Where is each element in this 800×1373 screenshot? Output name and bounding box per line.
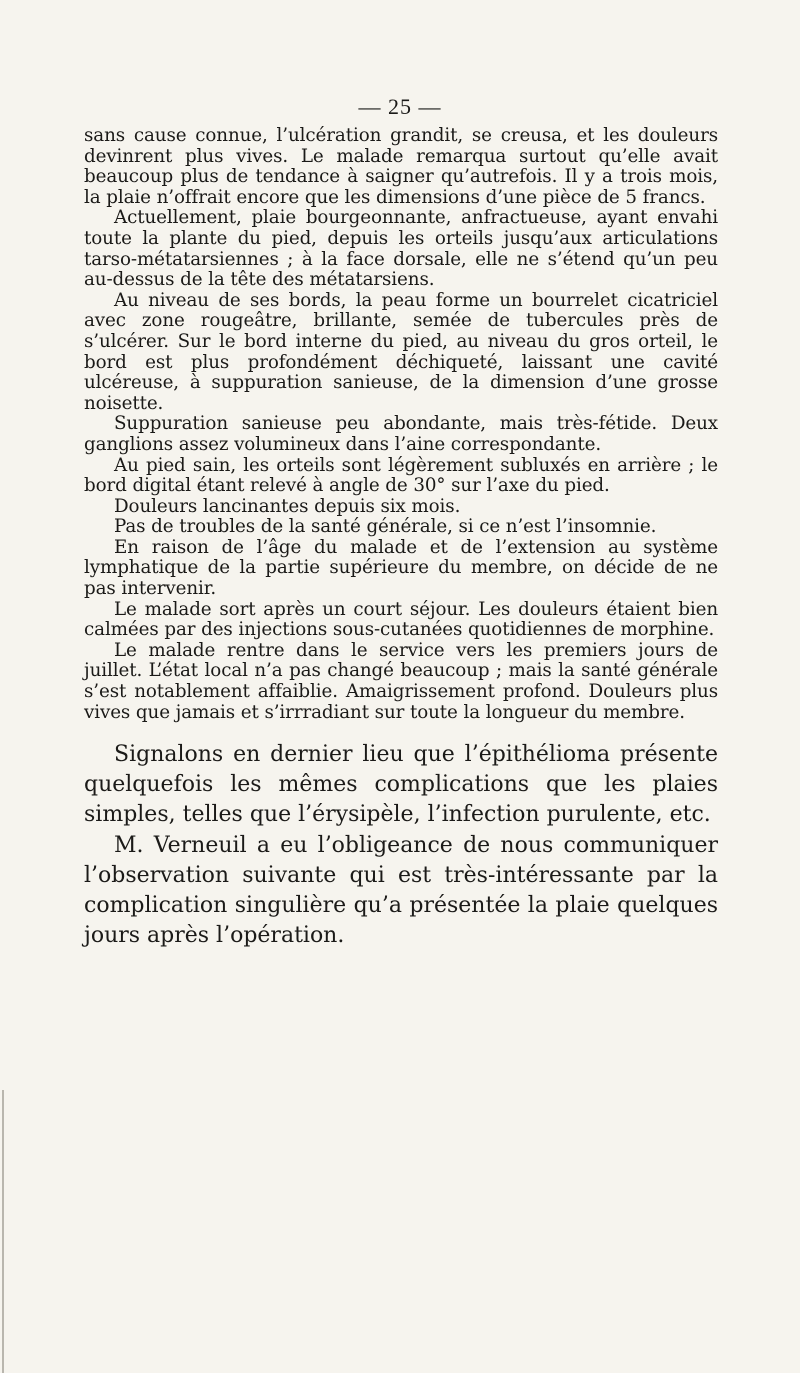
body-paragraph: M. Verneuil a eu l’obligeance de nous communiquer l’observation suivante qui est très-intéressante par la complication singulière qu’a présentée la plaie quelques jours après l’opération. xyxy=(84,832,718,949)
page-number: — 25 — xyxy=(358,94,442,119)
case-paragraph: sans cause connue, l’ulcération grandit, se creusa, et les douleurs devinrent plus vives. Le malade remarqua surtout qu’elle avait beaucoup plus de tendance à saigner qu’autrefois. Il y a trois mois, la plaie n’offrait encore que les dimensions d’une pièce de 5 francs. xyxy=(84,125,718,208)
case-paragraph: Actuellement, plaie bourgeonnante, anfractueuse, ayant envahi toute la plante du pied, depuis les orteils jusqu’aux articulations tarso-métatarsiennes ; à la face dorsale, elle ne s’étend qu’un peu au-dessus de la tête des métatarsiens. xyxy=(84,207,718,291)
case-paragraph: Le malade rentre dans le service vers les premiers jours de juillet. L’état local n’a pas changé beaucoup ; mais la santé générale s’est notablement affaiblie. Amaigrissement profond. Douleurs plus vives que jamais et s’irrradiant sur toute la longueur du membre. xyxy=(84,639,718,723)
case-paragraph: En raison de l’âge du malade et de l’extension au système lymphatique de la partie supérieure du membre, on décide de ne pas intervenir. xyxy=(84,536,718,600)
page-edge-shadow xyxy=(2,1090,4,1373)
case-report-text xyxy=(84,126,718,723)
case-paragraph: Au niveau de ses bords, la peau forme un bourrelet cicatriciel avec zone rougeâtre, brillante, semée de tubercules près de s’ulcérer. Sur le bord interne du pied, au niveau du gros orteil, le bord est plus profondément déchiqueté, laissant une cavité ulcéreuse, à suppuration sanieuse, de la dimension d’une grosse noisette. xyxy=(84,289,718,414)
case-paragraph: Pas de troubles de la santé générale, si ce n’est l’insomnie. xyxy=(114,516,657,538)
main-body-text xyxy=(84,740,718,951)
body-paragraph: Signalons en dernier lieu que l’épithélioma présente quelquefois les mêmes complications que les plaies simples, telles que l’érysipèle, l’infection purulente, etc. xyxy=(84,742,718,828)
case-paragraph: Suppuration sanieuse peu abondante, mais très-fétide. Deux ganglions assez volumineux dans l’aine correspondante. xyxy=(84,413,718,455)
case-paragraph: Douleurs lancinantes depuis six mois. xyxy=(114,495,461,517)
case-paragraph: Le malade sort après un court séjour. Les douleurs étaient bien calmées par des injections sous-cutanées quotidiennes de morphine. xyxy=(84,598,718,641)
case-paragraph: Au pied sain, les orteils sont légèrement subluxés en arrière ; le bord digital étant relevé à angle de 30° sur l’axe du pied. xyxy=(84,454,718,497)
